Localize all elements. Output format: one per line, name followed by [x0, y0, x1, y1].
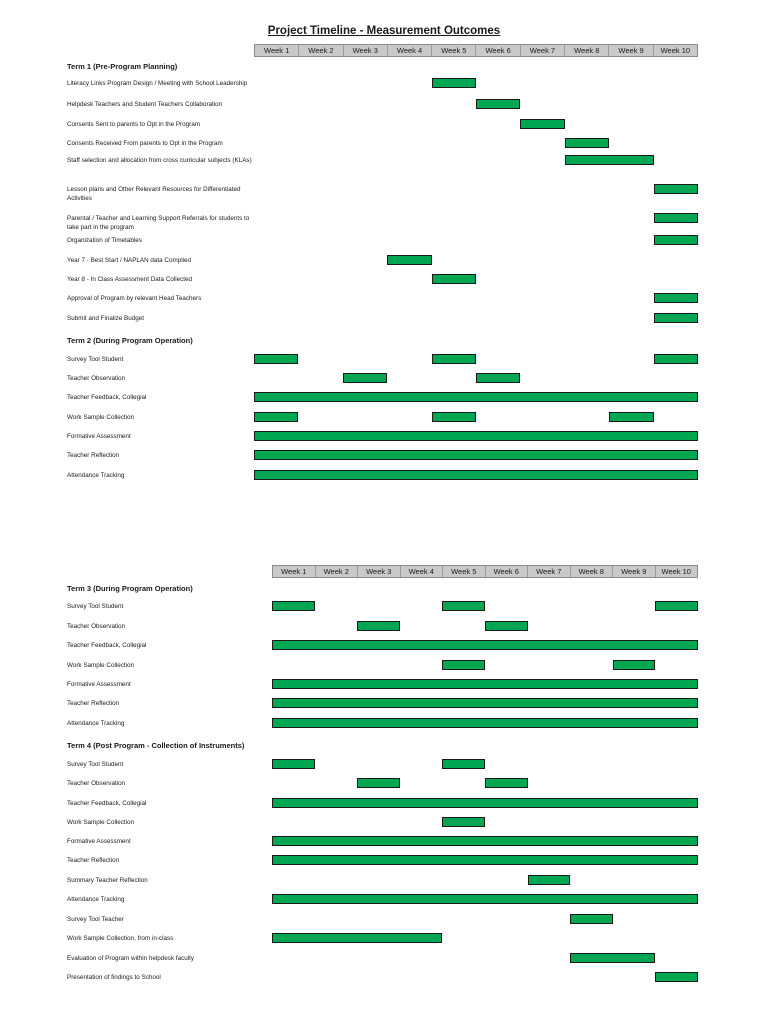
week-header-cell: Week 9 [608, 45, 652, 56]
timeline-bar [654, 313, 698, 323]
task-label: Work Sample Collection [67, 819, 135, 826]
task-label: Organization of Timetables [67, 237, 142, 244]
task-label: Consents Sent to parents to Opt in the Program [67, 121, 201, 128]
timeline-bar [272, 718, 698, 728]
timeline-bar [432, 78, 476, 88]
task-label: Summary Teacher Reflection [67, 877, 148, 884]
timeline-bar [272, 855, 698, 865]
timeline-bar [343, 373, 387, 383]
week-header-cell: Week 1 [264, 46, 290, 55]
task-label: Staff selection and allocation from cross curricular subjects (KLAs) [67, 157, 252, 164]
page-title: Project Timeline - Measurement Outcomes [267, 25, 501, 37]
timeline-bar [387, 255, 431, 265]
task-label: Helpdesk Teachers and Student Teachers Collaboration [67, 101, 223, 108]
task-label: Consents Received From parents to Opt in the Program [67, 140, 223, 147]
week-header-row [254, 44, 698, 57]
task-label: Survey Tool Student [67, 603, 124, 610]
week-header-cell: Week 3 [357, 566, 400, 577]
timeline-bar [254, 392, 698, 402]
task-label: Teacher Feedback, Collegial [67, 642, 147, 649]
week-header-cell: Week 5 [442, 566, 485, 577]
task-label: Attendance Tracking [67, 896, 125, 903]
task-label: Attendance Tracking [67, 720, 125, 727]
task-label: Lesson plans and Other Relevant Resources for Differentiated Activities [67, 186, 241, 202]
section-title: Term 2 (During Program Operation) [67, 336, 193, 345]
timeline-bar [272, 640, 698, 650]
task-label: Teacher Observation [67, 623, 126, 630]
task-label: Parental / Teacher and Learning Support Referrals for students to take part in the program [67, 215, 250, 231]
week-header-row [272, 565, 698, 578]
timeline-bar [613, 660, 656, 670]
section-title: Term 3 (During Program Operation) [67, 584, 193, 593]
task-label: Survey Tool Student [67, 356, 124, 363]
week-header-cell: Week 2 [315, 566, 358, 577]
section-title: Term 4 (Post Program - Collection of Instruments) [67, 741, 245, 750]
timeline-bar [432, 274, 476, 284]
task-label: Approval of Program by relevant Head Teachers [67, 295, 202, 302]
task-label: Work Sample Collection [67, 662, 135, 669]
task-label: Teacher Reflection [67, 700, 120, 707]
timeline-bar [442, 660, 485, 670]
week-header-cell: Week 4 [400, 566, 443, 577]
week-header-cell: Week 6 [475, 45, 519, 56]
timeline-bar [442, 759, 485, 769]
task-label: Teacher Feedback, Collegial [67, 800, 147, 807]
week-header-cell: Week 4 [387, 45, 431, 56]
timeline-bar [254, 470, 698, 480]
timeline-bar [654, 235, 698, 245]
task-label: Teacher Feedback, Collegial [67, 394, 147, 401]
timeline-bar [655, 601, 698, 611]
timeline-bar [476, 373, 520, 383]
week-header-cell: Week 8 [570, 566, 613, 577]
section-title: Term 1 (Pre-Program Planning) [67, 62, 178, 71]
timeline-bar [272, 698, 698, 708]
timeline-bar [272, 836, 698, 846]
timeline-bar [254, 354, 298, 364]
timeline-bar [655, 972, 698, 982]
timeline-bar [432, 354, 476, 364]
week-header-cell: Week 9 [612, 566, 655, 577]
timeline-bar [357, 621, 400, 631]
timeline-bar [654, 354, 698, 364]
task-label: Teacher Observation [67, 780, 126, 787]
timeline-bar [485, 621, 528, 631]
timeline-bar [254, 431, 698, 441]
timeline-bar [272, 933, 442, 943]
task-label: Teacher Reflection [67, 857, 120, 864]
timeline-bar [654, 184, 698, 194]
task-label: Survey Tool Student [67, 761, 124, 768]
timeline-bar [485, 778, 528, 788]
week-header-cell: Week 10 [653, 45, 697, 56]
timeline-bar [254, 412, 298, 422]
week-header-cell: Week 6 [485, 566, 528, 577]
week-header-cell: Week 8 [564, 45, 608, 56]
week-header-cell: Week 3 [343, 45, 387, 56]
timeline-bar [254, 450, 698, 460]
timeline-bar [442, 601, 485, 611]
timeline-bar [570, 914, 613, 924]
week-header-cell: Week 10 [655, 566, 698, 577]
timeline-bar [520, 119, 564, 129]
week-header-cell: Week 1 [281, 567, 307, 576]
timeline-bar [432, 412, 476, 422]
timeline-bar [565, 155, 654, 165]
timeline-bar [442, 817, 485, 827]
timeline-bar [609, 412, 653, 422]
timeline-bar [570, 953, 655, 963]
task-label: Presentation of findings to School [67, 974, 161, 981]
timeline-bar [272, 759, 315, 769]
task-label: Formative Assessment [67, 838, 131, 845]
timeline-bar [528, 875, 571, 885]
timeline-bar [565, 138, 609, 148]
week-header-cell: Week 7 [520, 45, 564, 56]
week-header-cell: Week 5 [431, 45, 475, 56]
task-label: Survey Tool Teacher [67, 916, 124, 923]
timeline-bar [272, 894, 698, 904]
task-label: Work Sample Collection, from in-class [67, 935, 174, 942]
week-header-cell: Week 7 [527, 566, 570, 577]
timeline-bar [654, 293, 698, 303]
timeline-bar [654, 213, 698, 223]
task-label: Formative Assessment [67, 681, 131, 688]
week-header-cell: Week 2 [298, 45, 342, 56]
task-label: Teacher Observation [67, 375, 126, 382]
task-label: Work Sample Collection [67, 414, 135, 421]
task-label: Formative Assessment [67, 433, 131, 440]
timeline-bar [357, 778, 400, 788]
timeline-bar [272, 798, 698, 808]
task-label: Submit and Finalize Budget [67, 315, 145, 322]
task-label: Attendance Tracking [67, 472, 125, 479]
task-label: Teacher Reflection [67, 452, 120, 459]
timeline-bar [476, 99, 520, 109]
task-label: Year 7 - Best Start / NAPLAN data Complied [67, 257, 192, 264]
task-label: Literacy Links Program Design / Meeting with School Leadership [67, 80, 248, 87]
task-label: Year 8 - In Class Assessment Data Collected [67, 276, 193, 283]
timeline-bar [272, 679, 698, 689]
task-label: Evaluation of Program within helpdesk faculty [67, 955, 195, 962]
timeline-bar [272, 601, 315, 611]
